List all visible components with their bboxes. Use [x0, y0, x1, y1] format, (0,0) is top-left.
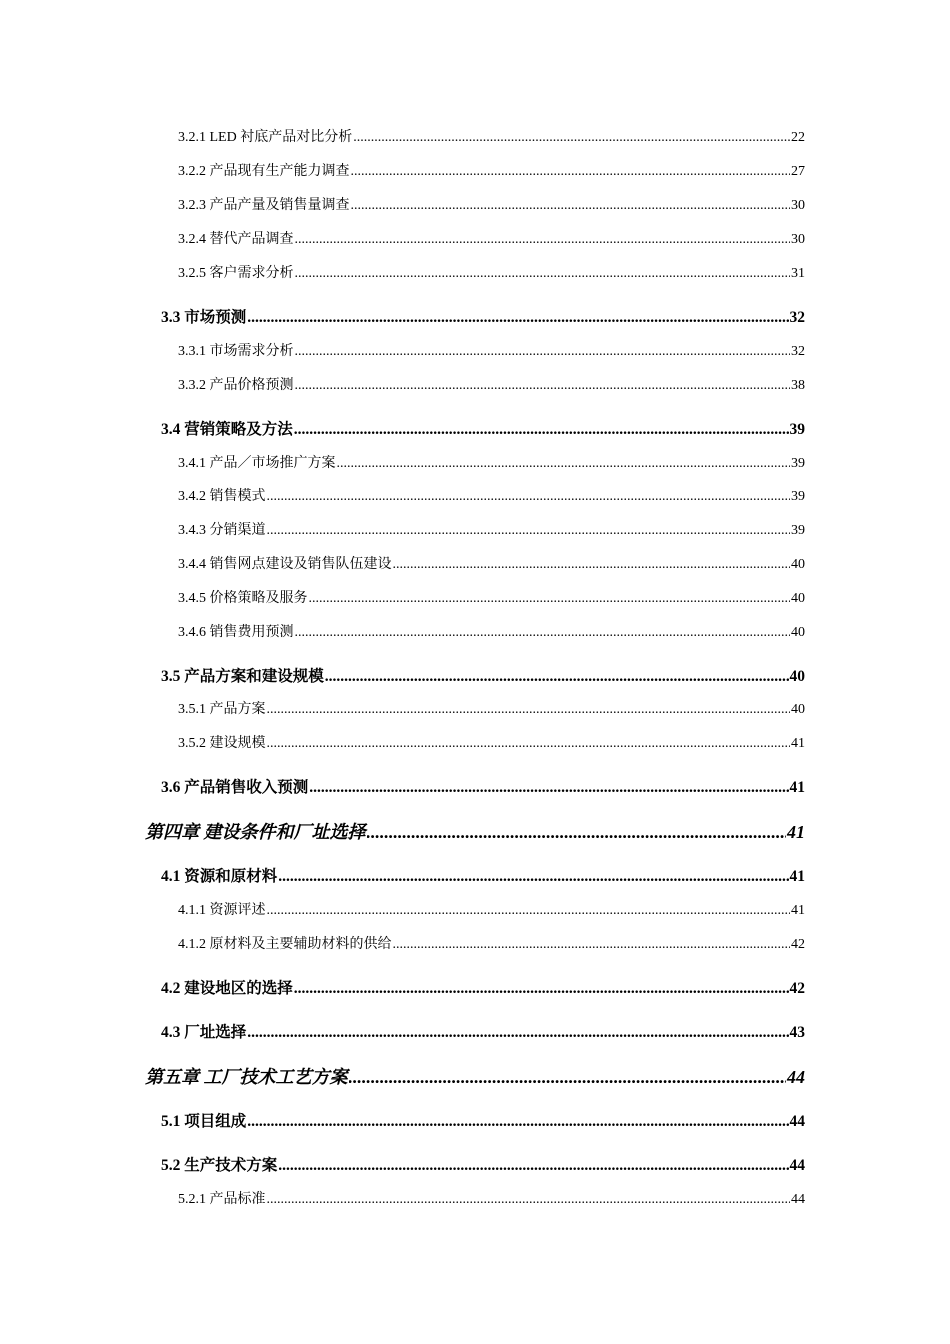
toc-entry-page: 44 [789, 1157, 805, 1174]
toc-entry-title: 3.5 产品方案和建设规模 [161, 668, 324, 685]
toc-entry-title: 3.2.5 客户需求分析 [178, 266, 294, 281]
toc-entry-page: 42 [789, 980, 805, 997]
toc-leader-dots [367, 822, 787, 843]
toc-leader-dots [278, 1157, 788, 1175]
toc-leader-dots [267, 523, 791, 539]
toc-leader-dots [247, 309, 788, 327]
toc-section-entry[interactable] [161, 1153, 805, 1175]
toc-entry-page: 41 [789, 868, 805, 885]
toc-section-entry[interactable] [161, 664, 805, 686]
toc-leader-dots [325, 668, 789, 686]
toc-entry-title: 3.3.1 市场需求分析 [178, 344, 294, 359]
toc-leader-dots [267, 903, 791, 919]
toc-entry[interactable] [178, 698, 805, 718]
toc-entry-page: 41 [789, 779, 805, 796]
toc-entry-page: 44 [787, 1067, 805, 1087]
toc-leader-dots [247, 1113, 788, 1131]
toc-entry-page: 40 [791, 591, 805, 606]
toc-entry[interactable] [178, 228, 805, 248]
toc-leader-dots [294, 980, 789, 998]
toc-entry-page: 41 [791, 736, 805, 751]
toc-entry[interactable] [178, 899, 805, 919]
toc-leader-dots [349, 1067, 787, 1088]
toc-entry-page: 39 [791, 456, 805, 471]
toc-entry-title: 3.4.3 分销渠道 [178, 523, 266, 538]
toc-entry-title: 3.6 产品销售收入预测 [161, 779, 309, 796]
toc-entry-title: 5.2.1 产品标准 [178, 1192, 266, 1207]
toc-entry-title: 5.2 生产技术方案 [161, 1157, 278, 1174]
toc-entry-page: 30 [791, 232, 805, 247]
toc-entry-title: 4.2 建设地区的选择 [161, 980, 293, 997]
toc-leader-dots [351, 198, 791, 214]
toc-entry[interactable] [178, 340, 805, 360]
toc-entry-title: 3.4.2 销售模式 [178, 489, 266, 504]
toc-leader-dots [295, 625, 791, 641]
toc-section-entry[interactable] [161, 417, 805, 439]
toc-entry-title: 3.5.1 产品方案 [178, 702, 266, 717]
toc-entry-page: 42 [791, 937, 805, 952]
toc-leader-dots [337, 456, 791, 472]
toc-leader-dots [295, 232, 791, 248]
toc-entry[interactable] [178, 160, 805, 180]
toc-entry-title: 3.4 营销策略及方法 [161, 421, 293, 438]
toc-entry-title: 3.5.2 建设规模 [178, 736, 266, 751]
toc-leader-dots [393, 557, 791, 573]
toc-entry-page: 40 [791, 557, 805, 572]
toc-entry-title: 3.3 市场预测 [161, 309, 247, 326]
toc-entry-page: 39 [791, 523, 805, 538]
toc-entry-page: 38 [791, 378, 805, 393]
toc-entry-page: 31 [791, 266, 805, 281]
toc-entry[interactable] [178, 485, 805, 505]
toc-leader-dots [309, 779, 788, 797]
toc-entry[interactable] [178, 126, 805, 146]
toc-entry-title: 3.2.3 产品产量及销售量调查 [178, 198, 350, 213]
toc-entry-title: 3.3.2 产品价格预测 [178, 378, 294, 393]
toc-leader-dots [267, 1192, 791, 1208]
toc-entry-page: 39 [789, 421, 805, 438]
toc-leader-dots [295, 378, 791, 394]
toc-entry-page: 40 [789, 668, 805, 685]
toc-entry[interactable] [178, 587, 805, 607]
toc-entry-title: 5.1 项目组成 [161, 1113, 247, 1130]
toc-entry-title: 3.4.4 销售网点建设及销售队伍建设 [178, 557, 392, 572]
toc-section-entry[interactable] [161, 976, 805, 998]
toc-chapter-entry[interactable] [145, 818, 805, 844]
toc-entry-title: 3.2.2 产品现有生产能力调查 [178, 164, 350, 179]
toc-leader-dots [393, 937, 791, 953]
toc-entry-title: 第四章 建设条件和厂址选择 [145, 822, 366, 842]
toc-section-entry[interactable] [161, 305, 805, 327]
toc-entry-title: 3.2.1 LED 衬底产品对比分析 [178, 130, 353, 145]
toc-leader-dots [267, 702, 791, 718]
toc-leader-dots [295, 344, 791, 360]
toc-entry-title: 4.1 资源和原材料 [161, 868, 278, 885]
toc-entry-page: 44 [791, 1192, 805, 1207]
toc-leader-dots [267, 736, 791, 752]
toc-chapter-entry[interactable] [145, 1063, 805, 1089]
toc-entry-title: 3.4.1 产品／市场推广方案 [178, 456, 336, 471]
toc-entry-page: 22 [791, 130, 805, 145]
toc-entry[interactable] [178, 1188, 805, 1208]
toc-leader-dots [278, 868, 788, 886]
toc-leader-dots [267, 489, 791, 505]
toc-entry-page: 32 [789, 309, 805, 326]
toc-entry-page: 44 [789, 1113, 805, 1130]
toc-entry-page: 39 [791, 489, 805, 504]
toc-section-entry[interactable] [161, 864, 805, 886]
toc-entry[interactable] [178, 732, 805, 752]
toc-entry-page: 41 [791, 903, 805, 918]
toc-section-entry[interactable] [161, 1109, 805, 1131]
toc-entry-title: 4.1.2 原材料及主要辅助材料的供给 [178, 937, 392, 952]
toc-leader-dots [309, 591, 791, 607]
toc-leader-dots [295, 266, 791, 282]
toc-entry-page: 40 [791, 702, 805, 717]
toc-leader-dots [353, 130, 790, 146]
toc-entry[interactable] [178, 933, 805, 953]
toc-section-entry[interactable] [161, 775, 805, 797]
toc-entry-page: 32 [791, 344, 805, 359]
toc-entry-title: 4.1.1 资源评述 [178, 903, 266, 918]
toc-entry[interactable] [178, 519, 805, 539]
toc-entry[interactable] [178, 194, 805, 214]
toc-entry-page: 30 [791, 198, 805, 213]
toc-entry-title: 3.4.6 销售费用预测 [178, 625, 294, 640]
toc-entry-page: 43 [789, 1024, 805, 1041]
toc-section-entry[interactable] [161, 1020, 805, 1042]
toc-entry-title: 第五章 工厂技术工艺方案 [145, 1067, 348, 1087]
toc-entry[interactable] [178, 553, 805, 573]
toc-entry[interactable] [178, 452, 805, 472]
toc-leader-dots [294, 421, 789, 439]
toc-entry[interactable] [178, 374, 805, 394]
toc-entry[interactable] [178, 621, 805, 641]
toc-leader-dots [351, 164, 791, 180]
toc-entry-title: 3.4.5 价格策略及服务 [178, 591, 308, 606]
toc-entry-page: 40 [791, 625, 805, 640]
toc-entry[interactable] [178, 262, 805, 282]
toc-entry-title: 3.2.4 替代产品调查 [178, 232, 294, 247]
toc-entry-page: 27 [791, 164, 805, 179]
toc-entry-title: 4.3 厂址选择 [161, 1024, 247, 1041]
toc-leader-dots [247, 1024, 788, 1042]
toc-entry-page: 41 [787, 822, 805, 842]
